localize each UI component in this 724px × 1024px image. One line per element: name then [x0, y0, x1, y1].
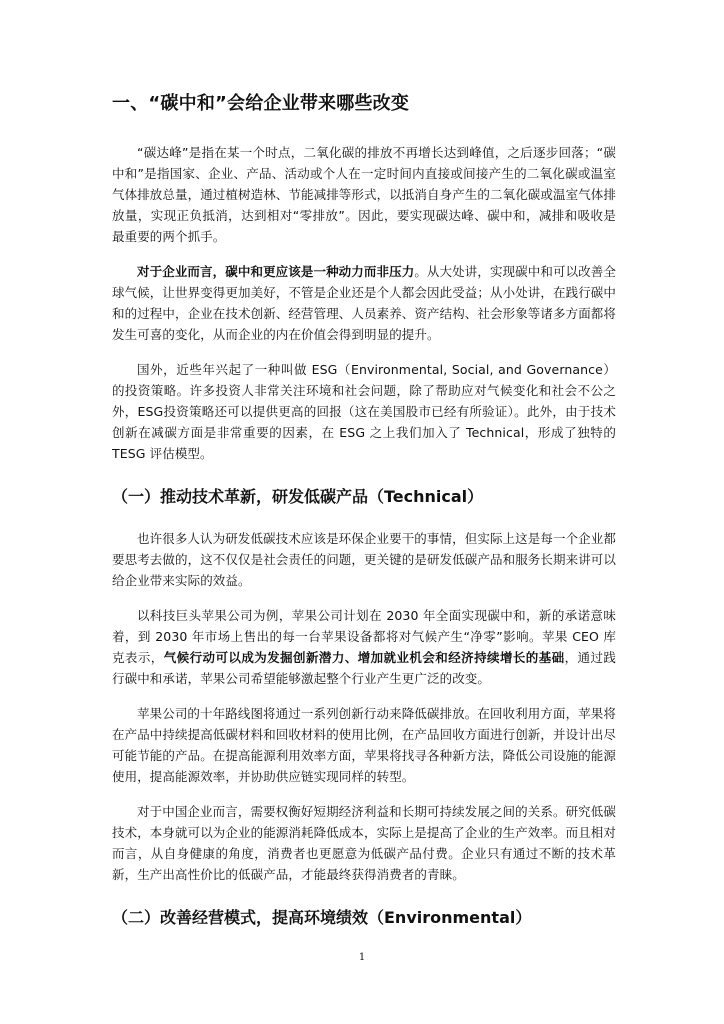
- paragraph-enterprise-view: [112, 261, 616, 345]
- paragraph-text: ，通过践行碳中和承诺，苹果公司希望能够激起整个行业产生更广泛的改变。: [112, 650, 617, 686]
- paragraph-esg: 国外，近些年兴起了一种叫做 ESG（Environmental, Social, and Governance）的投资策略。许多投资人非常关注环境和社会问题，除了帮助应对气候变化和社会不公之外，ESG投资策略还可以提供更高的回报（这在美国股市已经有所验证）。此外，由于技术创新在减碳方面是非常重要的因素，在 ESG 之上我们加入了 Technical，形成了独特的 TESG 评估模型。: [112, 362, 616, 461]
- paragraph-apple-example: [112, 605, 616, 689]
- paragraph-text: 。从大处讲，实现碳中和可以改善全球气候，让世界变得更加美好，不管是企业还是个人都会因此受益；从小处讲，在践行碳中和的过程中，企业在技术创新、经营管理、人员素养、资产结构、社会形象等诸多方面都将发生可喜的变化，从而企业的内在价值会得到明显的提升。: [112, 264, 617, 342]
- section-heading: 一、“碳中和”会给企业带来哪些改变: [112, 93, 410, 114]
- page-number: 1: [358, 952, 366, 963]
- paragraph-chinese-enterprises: 对于中国企业而言，需要权衡好短期经济利益和长期可持续发展之间的关系。研究低碳技术，本身就可以为企业的能源消耗降低成本，实际上是提高了企业的生产效率。而且相对而言，从自身健康的角度，消费者也更愿意为低碳产品付费。企业只有通过不断的技术革新，生产出高性价比的低碳产品，才能最终获得消费者的青睐。: [112, 804, 617, 882]
- paragraph-carbon-peak: “碳达峰”是指在某一个时点，二氧化碳的排放不再增长达到峰值，之后逐步回落；“碳中和”是指国家、企业、产品、活动或个人在一定时间内直接或间接产生的二氧化碳或温室气体排放总量，通过植树造林、节能减排等形式，以抵消自身产生的二氧化碳或温室气体排放量，实现正负抵消，达到相对“零排放”。因此，要实现碳达峰、碳中和，减排和吸收是最重要的两个抓手。: [112, 145, 617, 244]
- paragraph-bold-lead: 对于企业而言，碳中和更应该是一种动力而非压力: [137, 264, 415, 279]
- paragraph-text: 以科技巨头苹果公司为例，苹果公司计划在 2030 年全面实现碳中和，新的承诺意味着，到 2030 年市场上售出的每一台苹果设备都将对气候产生“净零”影响。苹果 CEO 库克表示，: [112, 608, 616, 665]
- document-body: [112, 92, 616, 929]
- subsection-heading-environmental: （二）改善经营模式，提高环境绩效（Environmental）: [112, 908, 532, 927]
- paragraph-apple-roadmap: 苹果公司的十年路线图将通过一系列创新行动来降低碳排放。在回收利用方面，苹果将在产品中持续提高低碳材料和回收材料的使用比例，在产品回收方面进行创新，并设计出尽可能节能的产品。在提高能源利用效率方面，苹果将找寻各种新方法，降低公司设施的能源使用，提高能源效率，并协助供应链实现同样的转型。: [112, 706, 617, 784]
- paragraph-low-carbon-rd: 也许很多人认为研发低碳技术应该是环保企业要干的事情，但实际上这是每一个企业都要思考去做的，这不仅仅是社会责任的问题，更关键的是研发低碳产品和服务长期来讲可以给企业带来实际的效益。: [112, 531, 617, 588]
- subsection-heading-technical: （一）推动技术革新，研发低碳产品（Technical）: [112, 487, 484, 506]
- paragraph-bold-quote: 气候行动可以成为发掘创新潜力、增加就业机会和经济持续增长的基础: [163, 650, 565, 665]
